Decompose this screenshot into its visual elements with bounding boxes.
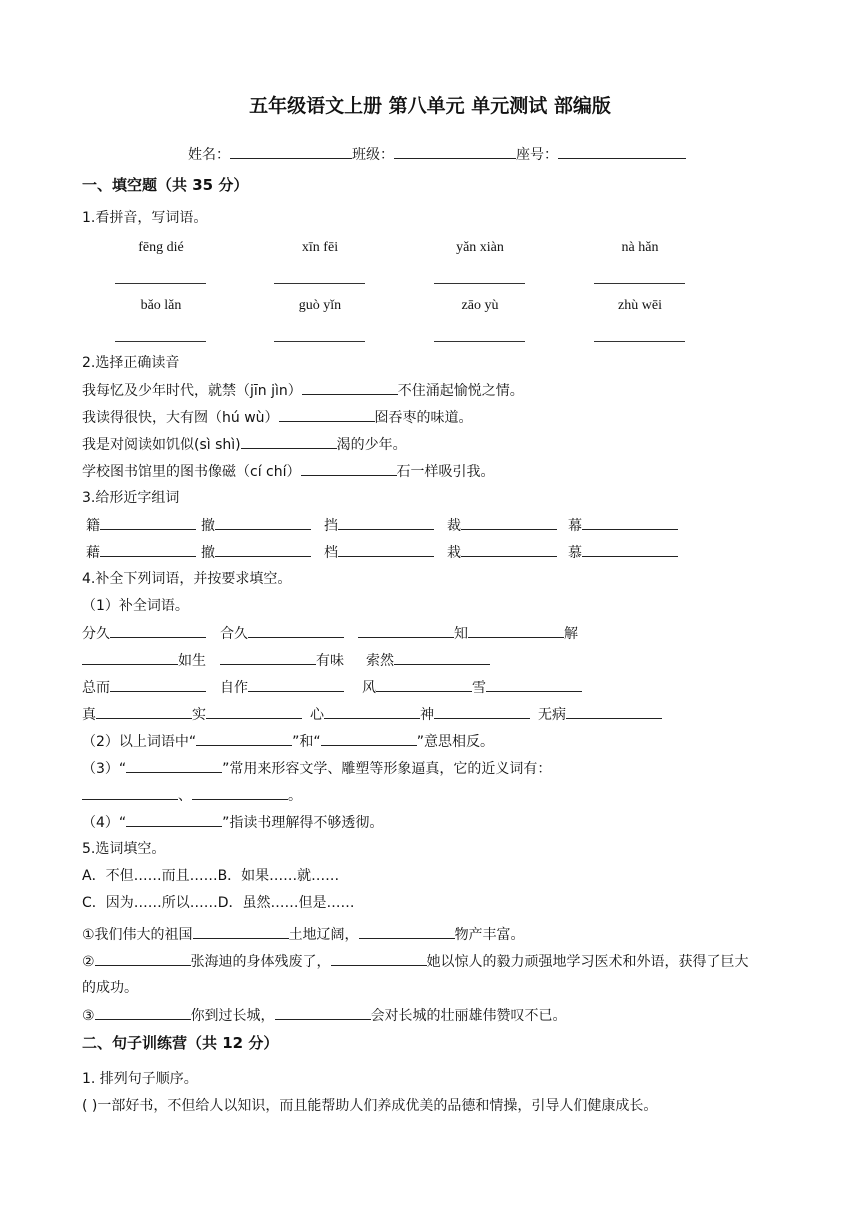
q4-sub4 bbox=[82, 812, 383, 833]
word-part: 神 bbox=[420, 707, 434, 723]
word-part: 无病 bbox=[538, 707, 566, 723]
q2-text: 石一样吸引我。 bbox=[396, 464, 495, 480]
answer-blank[interactable] bbox=[126, 758, 222, 773]
q4-row1 bbox=[82, 623, 206, 644]
q2-text: 渴的少年。 bbox=[336, 437, 407, 453]
answer-blank[interactable] bbox=[206, 704, 302, 719]
answer-blank[interactable] bbox=[434, 704, 530, 719]
char: 籍 bbox=[86, 518, 100, 534]
q3-row2 bbox=[324, 542, 434, 563]
q2-text: 我每忆及少年时代，就禁（jīn jìn） bbox=[82, 383, 302, 399]
answer-blank[interactable] bbox=[331, 951, 427, 966]
answer-blank[interactable] bbox=[321, 731, 417, 746]
word-part: 分久 bbox=[82, 626, 110, 642]
q3-row1 bbox=[447, 515, 557, 536]
answer-blank[interactable] bbox=[100, 542, 196, 557]
q4-row3 bbox=[362, 677, 582, 698]
q2-text: 不住涌起愉悦之情。 bbox=[397, 383, 524, 399]
text: ”和“ bbox=[292, 734, 321, 750]
pinyin-answer-line[interactable] bbox=[594, 341, 685, 342]
q5-options-ab: A．不但……而且……B．如果……就…… bbox=[82, 868, 340, 884]
q5-stem: 5.选词填空。 bbox=[82, 841, 166, 857]
char: 慕 bbox=[568, 545, 582, 561]
q2-text: 囵吞枣的味道。 bbox=[374, 410, 473, 426]
q5-sentence-2-cont: 的成功。 bbox=[82, 980, 138, 996]
q4-sub3-cont bbox=[82, 785, 302, 806]
word-part: 索然 bbox=[366, 653, 394, 669]
q2-line bbox=[82, 461, 495, 482]
q3-row2 bbox=[568, 542, 678, 563]
text: 、 bbox=[178, 788, 192, 804]
answer-blank[interactable] bbox=[110, 623, 206, 638]
section2-heading: 二、句子训练营（共 12 分） bbox=[82, 1034, 279, 1052]
s2-q1-item: ( )一部好书，不但给人以知识，而且能帮助人们养成优美的品德和情操，引导人们健康成长。 bbox=[82, 1098, 658, 1114]
answer-blank[interactable] bbox=[376, 677, 472, 692]
q4-row4 bbox=[310, 704, 530, 725]
q3-row2 bbox=[86, 542, 196, 563]
answer-blank[interactable] bbox=[301, 461, 397, 476]
answer-blank[interactable] bbox=[338, 515, 434, 530]
q3-stem: 3.给形近字组词 bbox=[82, 490, 180, 506]
q4-sub2 bbox=[82, 731, 494, 752]
answer-blank[interactable] bbox=[241, 434, 337, 449]
answer-blank[interactable] bbox=[95, 1005, 191, 1020]
text: ①我们伟大的祖国 bbox=[82, 927, 193, 943]
word-part: 合久 bbox=[220, 626, 248, 642]
text: ”指读书理解得不够透彻。 bbox=[222, 815, 384, 831]
text: ② bbox=[82, 954, 95, 970]
word-part: 心 bbox=[310, 707, 324, 723]
text: ③ bbox=[82, 1008, 95, 1024]
word-part: 如生 bbox=[178, 653, 206, 669]
text: 张海迪的身体残废了， bbox=[190, 954, 331, 970]
char: 撤 bbox=[201, 545, 215, 561]
q4-row4 bbox=[538, 704, 662, 725]
word-part: 知 bbox=[454, 626, 468, 642]
answer-blank[interactable] bbox=[82, 785, 178, 800]
answer-blank[interactable] bbox=[461, 542, 557, 557]
answer-blank[interactable] bbox=[359, 924, 455, 939]
word-part: 解 bbox=[564, 626, 578, 642]
q2-line bbox=[82, 407, 473, 428]
seat-label: 座号： bbox=[516, 147, 558, 163]
answer-blank[interactable] bbox=[279, 407, 375, 422]
pinyin-answer-line[interactable] bbox=[115, 341, 206, 342]
pinyin-yanxian: yǎn xiàn bbox=[456, 240, 504, 255]
word-part: 风 bbox=[362, 680, 376, 696]
answer-blank[interactable] bbox=[468, 623, 564, 638]
char: 挡 bbox=[324, 518, 338, 534]
class-field[interactable] bbox=[394, 144, 516, 159]
text: 土地辽阔， bbox=[288, 927, 359, 943]
pinyin-fengdie: fēng dié bbox=[138, 240, 184, 255]
q2-text: 学校图书馆里的图书像磁（cí chí） bbox=[82, 464, 301, 480]
answer-blank[interactable] bbox=[95, 951, 191, 966]
pinyin-xinfei: xīn fēi bbox=[301, 240, 339, 255]
text: （3）“ bbox=[82, 761, 127, 777]
text: 。 bbox=[288, 788, 302, 804]
q2-line bbox=[82, 434, 407, 455]
pinyin-guoyin: guò yǐn bbox=[298, 298, 342, 313]
answer-blank[interactable] bbox=[110, 677, 206, 692]
answer-blank[interactable] bbox=[461, 515, 557, 530]
page-title: 五年级语文上册 第八单元 单元测试 部编版 bbox=[249, 95, 611, 117]
q2-line bbox=[82, 380, 524, 401]
q1-stem: 1.看拼音，写词语。 bbox=[82, 210, 208, 226]
answer-blank[interactable] bbox=[358, 623, 454, 638]
text: 物产丰富。 bbox=[454, 927, 525, 943]
seat-field[interactable] bbox=[558, 144, 686, 159]
answer-blank[interactable] bbox=[215, 542, 311, 557]
pinyin-answer-line[interactable] bbox=[274, 341, 365, 342]
q2-text: 我是对阅读如饥似(sì shì) bbox=[82, 437, 241, 453]
answer-blank[interactable] bbox=[275, 1005, 371, 1020]
text: （4）“ bbox=[82, 815, 127, 831]
q4-row2 bbox=[366, 650, 490, 671]
q4-sub1: （1）补全词语。 bbox=[82, 598, 189, 614]
pinyin-answer-line[interactable] bbox=[274, 283, 365, 284]
q5-options-cd: C．因为……所以……D．虽然……但是…… bbox=[82, 895, 355, 911]
pinyin-nahan: nà hǎn bbox=[621, 240, 659, 255]
q2-stem: 2.选择正确读音 bbox=[82, 355, 180, 371]
q3-row2 bbox=[201, 542, 311, 563]
text: 你到过长城， bbox=[190, 1008, 275, 1024]
answer-blank[interactable] bbox=[566, 704, 662, 719]
word-part: 实 bbox=[192, 707, 206, 723]
q3-row2 bbox=[447, 542, 557, 563]
q4-row3 bbox=[82, 677, 206, 698]
answer-blank[interactable] bbox=[248, 623, 344, 638]
student-info-row bbox=[188, 144, 686, 165]
q4-sub3 bbox=[82, 758, 551, 779]
pinyin-answer-line[interactable] bbox=[115, 283, 206, 284]
q4-row2 bbox=[220, 650, 344, 671]
q4-row3 bbox=[220, 677, 344, 698]
q4-stem: 4.补全下列词语，并按要求填空。 bbox=[82, 571, 292, 587]
answer-blank[interactable] bbox=[193, 924, 289, 939]
answer-blank[interactable] bbox=[220, 650, 316, 665]
q3-row1 bbox=[201, 515, 311, 536]
word-part: 雪 bbox=[472, 680, 486, 696]
q5-sentence-2 bbox=[82, 951, 749, 972]
q3-row1 bbox=[568, 515, 678, 536]
pinyin-zaoyu: zāo yù bbox=[461, 298, 499, 313]
answer-blank[interactable] bbox=[324, 704, 420, 719]
text: 她以惊人的毅力顽强地学习医术和外语，获得了巨大 bbox=[426, 954, 749, 970]
answer-blank[interactable] bbox=[215, 515, 311, 530]
answer-blank[interactable] bbox=[82, 650, 178, 665]
q4-row1 bbox=[358, 623, 578, 644]
answer-blank[interactable] bbox=[126, 812, 222, 827]
answer-blank[interactable] bbox=[582, 542, 678, 557]
answer-blank[interactable] bbox=[486, 677, 582, 692]
q3-row1 bbox=[86, 515, 196, 536]
answer-blank[interactable] bbox=[196, 731, 292, 746]
name-label: 姓名： bbox=[188, 147, 230, 163]
q2-text: 我读得很快，大有囫（hú wù） bbox=[82, 410, 279, 426]
word-part: 自作 bbox=[220, 680, 248, 696]
q4-row4 bbox=[82, 704, 302, 725]
s2-q1-stem: 1. 排列句子顺序。 bbox=[82, 1071, 198, 1087]
pinyin-answer-line[interactable] bbox=[434, 341, 525, 342]
q4-row1 bbox=[220, 623, 344, 644]
char: 撤 bbox=[201, 518, 215, 534]
q4-row2 bbox=[82, 650, 206, 671]
char: 档 bbox=[324, 545, 338, 561]
char: 藉 bbox=[86, 545, 100, 561]
pinyin-zhuwei: zhù wēi bbox=[618, 298, 662, 313]
word-part: 有味 bbox=[316, 653, 344, 669]
answer-blank[interactable] bbox=[338, 542, 434, 557]
char: 幕 bbox=[568, 518, 582, 534]
char: 裁 bbox=[447, 518, 461, 534]
answer-blank[interactable] bbox=[96, 704, 192, 719]
pinyin-baolan: bǎo lǎn bbox=[140, 298, 182, 313]
answer-blank[interactable] bbox=[100, 515, 196, 530]
pinyin-answer-line[interactable] bbox=[594, 283, 685, 284]
class-label: 班级： bbox=[352, 147, 394, 163]
text: ”意思相反。 bbox=[416, 734, 494, 750]
text: ”常用来形容文学、雕塑等形象逼真，它的近义词有： bbox=[222, 761, 552, 777]
answer-blank[interactable] bbox=[192, 785, 288, 800]
char: 栽 bbox=[447, 545, 461, 561]
answer-blank[interactable] bbox=[582, 515, 678, 530]
answer-blank[interactable] bbox=[248, 677, 344, 692]
section1-heading: 一、填空题（共 35 分） bbox=[82, 176, 249, 194]
text: （2）以上词语中“ bbox=[82, 734, 197, 750]
pinyin-answer-line[interactable] bbox=[434, 283, 525, 284]
q5-sentence-3 bbox=[82, 1005, 567, 1026]
q5-sentence-1 bbox=[82, 924, 525, 945]
word-part: 真 bbox=[82, 707, 96, 723]
text: 会对长城的壮丽雄伟赞叹不已。 bbox=[370, 1008, 567, 1024]
answer-blank[interactable] bbox=[302, 380, 398, 395]
word-part: 总而 bbox=[82, 680, 110, 696]
q3-row1 bbox=[324, 515, 434, 536]
name-field[interactable] bbox=[230, 144, 352, 159]
answer-blank[interactable] bbox=[394, 650, 490, 665]
